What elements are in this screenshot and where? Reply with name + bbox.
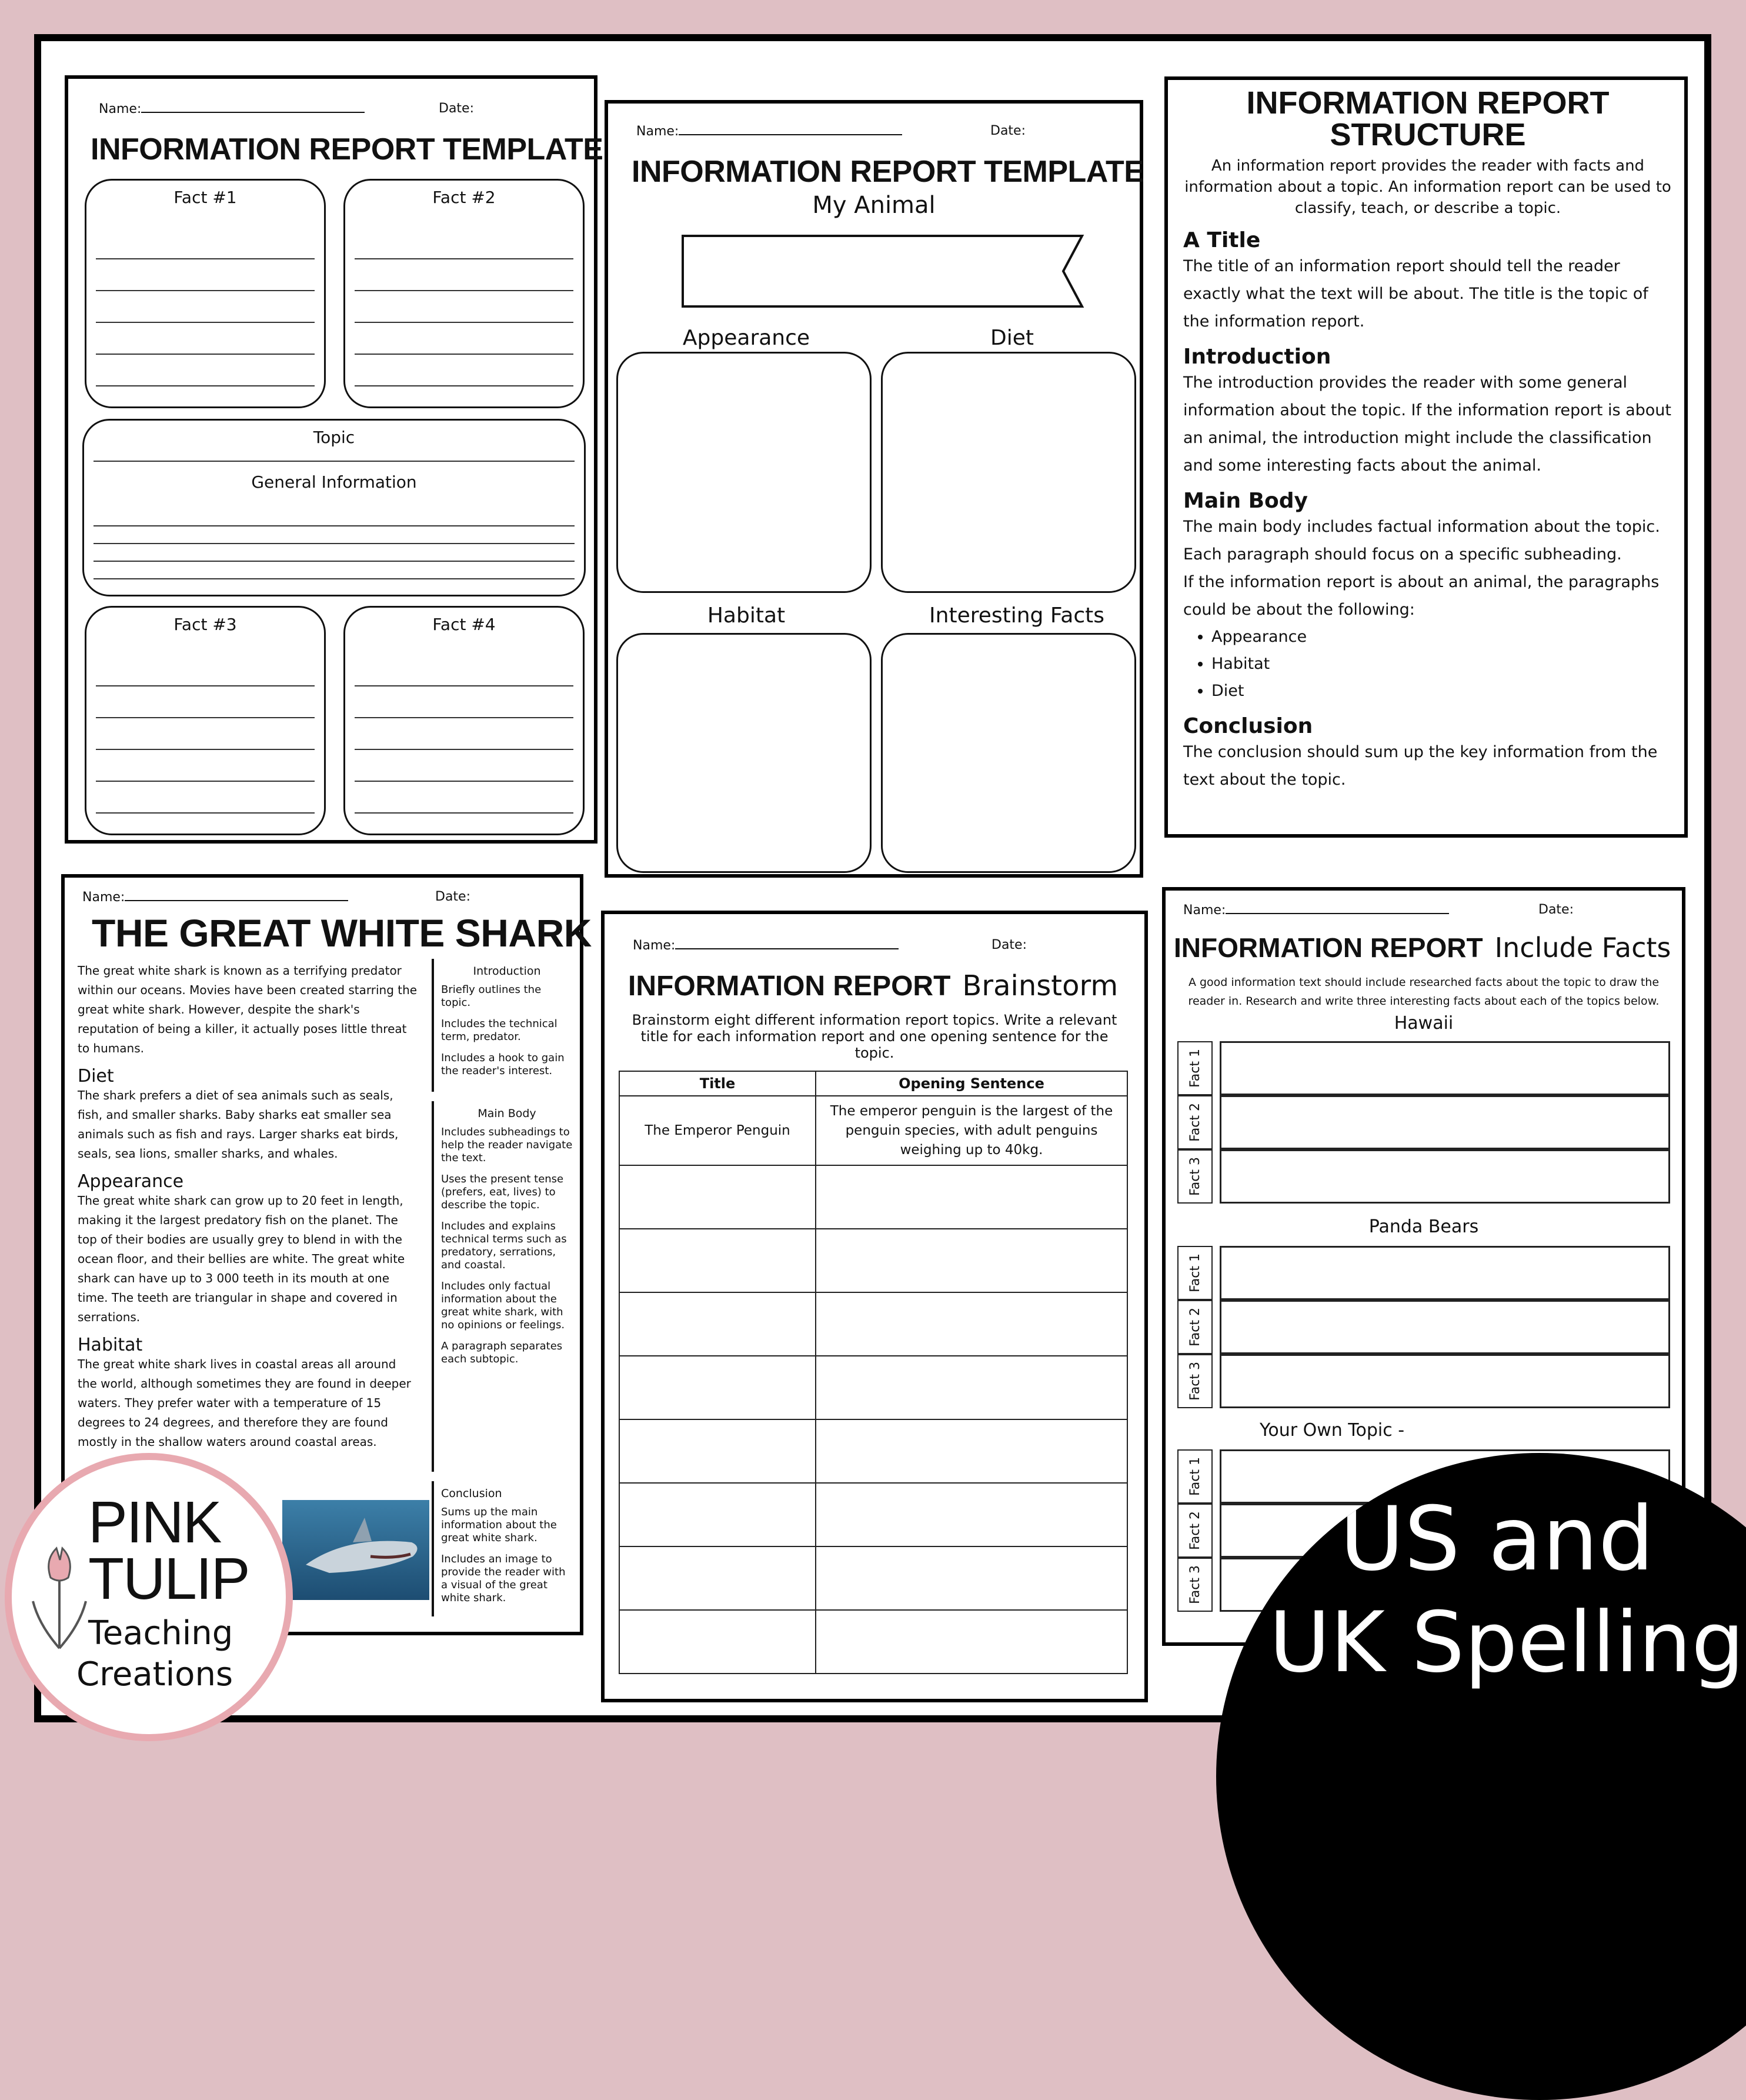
table-cell[interactable] (619, 1419, 816, 1483)
note-item: Briefly outlines the topic. (441, 984, 542, 1009)
date-field: Date: (435, 889, 470, 904)
note-item: Includes the technical term, predator. (441, 1018, 557, 1043)
note-item: Includes and explains technical terms such as predatory, serrations, and coastal. (441, 1220, 567, 1271)
sheet-title: INFORMATION REPORT TEMPLATE (632, 155, 1144, 189)
pink-tulip-logo (5, 1453, 293, 1741)
note-item: Sums up the main information about the great white shark. (441, 1506, 557, 1544)
sheet-report-template-facts (65, 75, 603, 844)
interesting-facts-label: Interesting Facts (929, 604, 1104, 628)
table-cell[interactable] (816, 1229, 1127, 1292)
section-conclusion-text: The conclusion should sum up the key information from the text about the topic. (1183, 743, 1658, 789)
section-title-heading: A Title (1183, 228, 1261, 252)
fact-label: Fact #4 (432, 615, 496, 634)
own-topic-facts: Fact 1 Fact 2 Fact 3 (1177, 1449, 1670, 1612)
name-field: Name: (99, 101, 365, 116)
habitat-label: Habitat (707, 604, 786, 628)
table-cell[interactable] (619, 1292, 816, 1356)
fact-label: Fact #3 (173, 615, 237, 634)
column-title: Title (619, 1071, 816, 1096)
note-item: Includes subheadings to help the reader navigate the text. (441, 1126, 573, 1164)
fact-input[interactable] (1220, 1246, 1670, 1300)
fact-box-1 (85, 179, 326, 408)
note-main-body (432, 1101, 573, 1472)
section-main-body-heading: Main Body (1183, 489, 1308, 513)
appearance-text: The great white shark can grow up to 20 feet in length, making it the largest predatory fish on the planet. The top of their bodies are usually grey to blend in with the ocean floor, and their bellies are white. The great white shark can have up to 3 000 teeth in its mouth at one time. The teeth are triangular in shape and covered in serrations. (78, 1194, 405, 1324)
appearance-heading: Appearance (78, 1171, 184, 1192)
fact-box-3 (85, 606, 326, 835)
shark-icon (282, 1500, 429, 1600)
interesting-facts-box (881, 633, 1136, 873)
logo-pink: PINK (88, 1489, 221, 1555)
fact-box-4 (343, 606, 585, 835)
my-animal-label: My Animal (812, 192, 936, 219)
topic-your-own: Your Own Topic - (1260, 1420, 1405, 1441)
panda-facts: Fact 1 Fact 2 Fact 3 (1177, 1246, 1670, 1408)
topic-panda-bears: Panda Bears (1368, 1216, 1479, 1237)
note-conclusion (432, 1481, 573, 1616)
structure-intro: An information report provides the reader with facts and information about a topic. An information report can be used to classify, teach, or describe a topic. (1184, 157, 1671, 217)
logo-creations: Creations (76, 1655, 233, 1694)
fact-label: Fact #2 (432, 188, 496, 207)
note-introduction (432, 959, 573, 1092)
table-cell[interactable] (816, 1356, 1127, 1419)
title-banner (681, 234, 1084, 308)
fact-input[interactable] (1220, 1300, 1670, 1354)
section-introduction-heading: Introduction (1183, 345, 1331, 369)
note-item: Includes only factual information about the great white shark, with no opinions or feelings. (441, 1280, 565, 1331)
include-facts-instructions: A good information text should include researched facts about the topic to draw the reader in. Research and write three interesting facts about each of the topics below. (1188, 976, 1660, 1008)
fact-box-2 (343, 179, 585, 408)
note-item: Uses the present tense (prefers, eat, lives) to describe the topic. (441, 1173, 564, 1211)
diet-text: The shark prefers a diet of sea animals such as seals, fish, and smaller sharks. Baby sharks eat smaller sea animals such as fish and rays. Larger sharks eat birds, seals, sea lions, smaller sharks, and whales. (78, 1088, 399, 1161)
sheet-brainstorm (601, 911, 1148, 1702)
table-cell[interactable] (619, 1229, 816, 1292)
badge-line-1: US and (1340, 1488, 1654, 1591)
name-field: Name: (1183, 902, 1449, 918)
shark-image (282, 1500, 429, 1600)
table-cell[interactable] (619, 1165, 816, 1229)
topic-hawaii: Hawaii (1394, 1013, 1454, 1034)
note-heading: Conclusion (441, 1487, 502, 1500)
note-item: Includes an image to provide the reader with a visual of the great white shark. (441, 1553, 566, 1604)
note-item: Includes a hook to gain the reader's interest. (441, 1052, 565, 1077)
table-cell[interactable] (816, 1292, 1127, 1356)
section-conclusion-heading: Conclusion (1183, 714, 1313, 738)
fact-label: Fact #1 (173, 188, 237, 207)
note-item: A paragraph separates each subtopic. (441, 1340, 563, 1365)
bullet-item: • Habitat (1211, 651, 1672, 678)
section-main-body-text-2: If the information report is about an animal, the paragraphs could be about the following: (1183, 573, 1660, 619)
name-field: Name: (633, 938, 899, 953)
note-heading: Main Body (478, 1107, 536, 1120)
appearance-label: Appearance (682, 326, 810, 350)
column-opening-sentence: Opening Sentence (816, 1071, 1127, 1096)
table-cell[interactable] (816, 1610, 1127, 1674)
bullet-item: • Diet (1211, 678, 1672, 705)
sheet-report-structure (1164, 76, 1688, 838)
section-title-text: The title of an information report should tell the reader exactly what the text will be about. The title is the topic of the information report. (1183, 257, 1648, 331)
table-cell[interactable] (619, 1546, 816, 1610)
structure-title: INFORMATION REPORT STRUCTURE (1246, 85, 1610, 152)
appearance-box (616, 352, 872, 593)
table-cell[interactable] (619, 1610, 816, 1674)
note-heading: Introduction (473, 965, 541, 978)
brainstorm-instructions: Brainstorm eight different information report topics. Write a relevant title for each information report and one opening sentence for the topic. (632, 1012, 1117, 1061)
sheet-report-template-animal (605, 100, 1143, 878)
shark-article (78, 961, 419, 1452)
table-cell[interactable] (619, 1483, 816, 1546)
brainstorm-title: INFORMATION REPORT Brainstorm (628, 969, 1119, 1002)
table-cell[interactable] (816, 1165, 1127, 1229)
habitat-heading: Habitat (78, 1335, 143, 1355)
brainstorm-table (619, 1071, 1128, 1674)
section-introduction-text: The introduction provides the reader with some general information about the topic. If the information report is about an animal, the introduction might include the classification and some interesting facts about the animal. (1183, 374, 1671, 475)
section-main-body-text: The main body includes factual information about the topic. Each paragraph should focus on a specific subheading. (1183, 518, 1660, 564)
sheet-title: INFORMATION REPORT TEMPLATE (91, 132, 603, 166)
table-cell[interactable] (816, 1483, 1127, 1546)
diet-label: Diet (990, 326, 1034, 350)
main-body-bullets (1211, 624, 1672, 705)
date-field: Date: (1538, 902, 1574, 917)
logo-teaching: Teaching (88, 1614, 233, 1652)
include-facts-title: INFORMATION REPORT Include Facts (1174, 932, 1671, 964)
habitat-box (616, 633, 872, 873)
example-sentence-cell: The emperor penguin is the largest of the penguin species, with adult penguins weighing up to 40kg. (816, 1096, 1127, 1165)
shark-intro-text: The great white shark is known as a terrifying predator within our oceans. Movies have been created starring the great white shark. However, despite the shark's reputation of being a killer, it actually poses little threat to humans. (78, 964, 418, 1055)
name-field: Name: (636, 124, 902, 139)
fact-input[interactable] (1220, 1149, 1670, 1204)
shark-title: THE GREAT WHITE SHARK (92, 911, 592, 955)
diet-heading: Diet (78, 1066, 114, 1086)
tulip-icon (27, 1536, 98, 1654)
fact-input[interactable] (1220, 1354, 1670, 1408)
fact-input[interactable] (1220, 1095, 1670, 1149)
habitat-text: The great white shark lives in coastal areas all around the world, although sometimes they are found in deeper waters. They prefer water with a temperature of 15 degrees to 24 degrees, and therefore they are found mostly in the shallow waters around coastal areas. (78, 1357, 411, 1449)
hawaii-facts: Fact 1 Fact 2 Fact 3 (1177, 1041, 1670, 1204)
general-info-label: General Information (251, 472, 417, 492)
date-field: Date: (439, 101, 474, 116)
date-field: Date: (991, 938, 1027, 952)
table-cell[interactable] (816, 1419, 1127, 1483)
fact-input[interactable] (1220, 1041, 1670, 1095)
diet-box (881, 352, 1136, 593)
name-field: Name: (82, 889, 348, 905)
badge-line-2: UK Spelling (1269, 1594, 1745, 1691)
topic-label: Topic (313, 428, 355, 447)
topic-box (82, 419, 586, 596)
example-title-cell: The Emperor Penguin (619, 1096, 816, 1165)
table-cell[interactable] (816, 1546, 1127, 1610)
logo-tulip: TULIP (88, 1546, 249, 1612)
date-field: Date: (990, 124, 1026, 138)
table-cell[interactable] (619, 1356, 816, 1419)
bullet-item: • Appearance (1211, 624, 1672, 651)
